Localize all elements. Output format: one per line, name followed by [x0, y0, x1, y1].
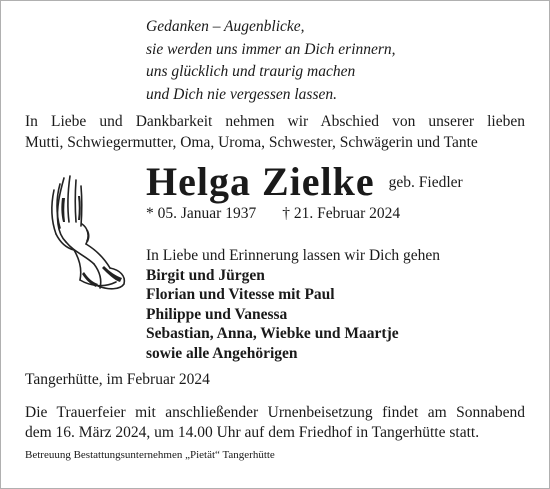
ceremony-notice [25, 403, 525, 443]
poem-line: Gedanken – Augenblicke, [146, 18, 305, 35]
ceremony-line: dem 16. März 2024, um 14.00 Uhr auf dem Friedhof in Tangerhütte statt. [25, 424, 480, 441]
maiden-name: geb. Fiedler [388, 174, 463, 191]
family-lead: In Liebe und Erinnerung lassen wir Dich gehen [146, 247, 440, 264]
birth-date: * 05. Januar 1937 [146, 205, 257, 222]
family-member: sowie alle Angehörigen [146, 344, 298, 362]
place-date: Tangerhütte, im Februar 2024 [25, 371, 210, 388]
intro-line: Mutti, Schwiegermutter, Oma, Uroma, Schwester, Schwägerin und Tante [25, 134, 478, 151]
deceased-heading [146, 158, 463, 205]
life-dates [146, 205, 400, 223]
poem-line: uns glücklich und traurig machen [146, 63, 356, 80]
family-member: Birgit und Jürgen [146, 266, 265, 284]
deceased-name: Helga Zielke [146, 159, 375, 204]
family-member: Florian und Vitesse mit Paul [146, 286, 335, 303]
family-member: Sebastian, Anna, Wiebke und Maartje [146, 325, 399, 342]
intro-line: In Liebe und Dankbarkeit nehmen wir Abschied von unserer lieben [25, 113, 525, 130]
praying-hands-icon [34, 168, 134, 293]
family-member: Philippe und Vanessa [146, 305, 288, 323]
poem-line: und Dich nie vergessen lassen. [146, 85, 337, 103]
undertaker-note: Betreuung Bestattungsunternehmen „Pietät“ Tangerhütte [25, 449, 275, 461]
ceremony-line: Die Trauerfeier mit anschließender Urnenbeisetzung findet am Sonnabend [25, 404, 525, 421]
family-section [146, 246, 440, 363]
farewell-intro [25, 111, 525, 153]
poem-line: sie werden uns immer an Dich erinnern, [146, 40, 396, 58]
poem [146, 16, 396, 106]
death-date: † 21. Februar 2024 [282, 205, 401, 222]
